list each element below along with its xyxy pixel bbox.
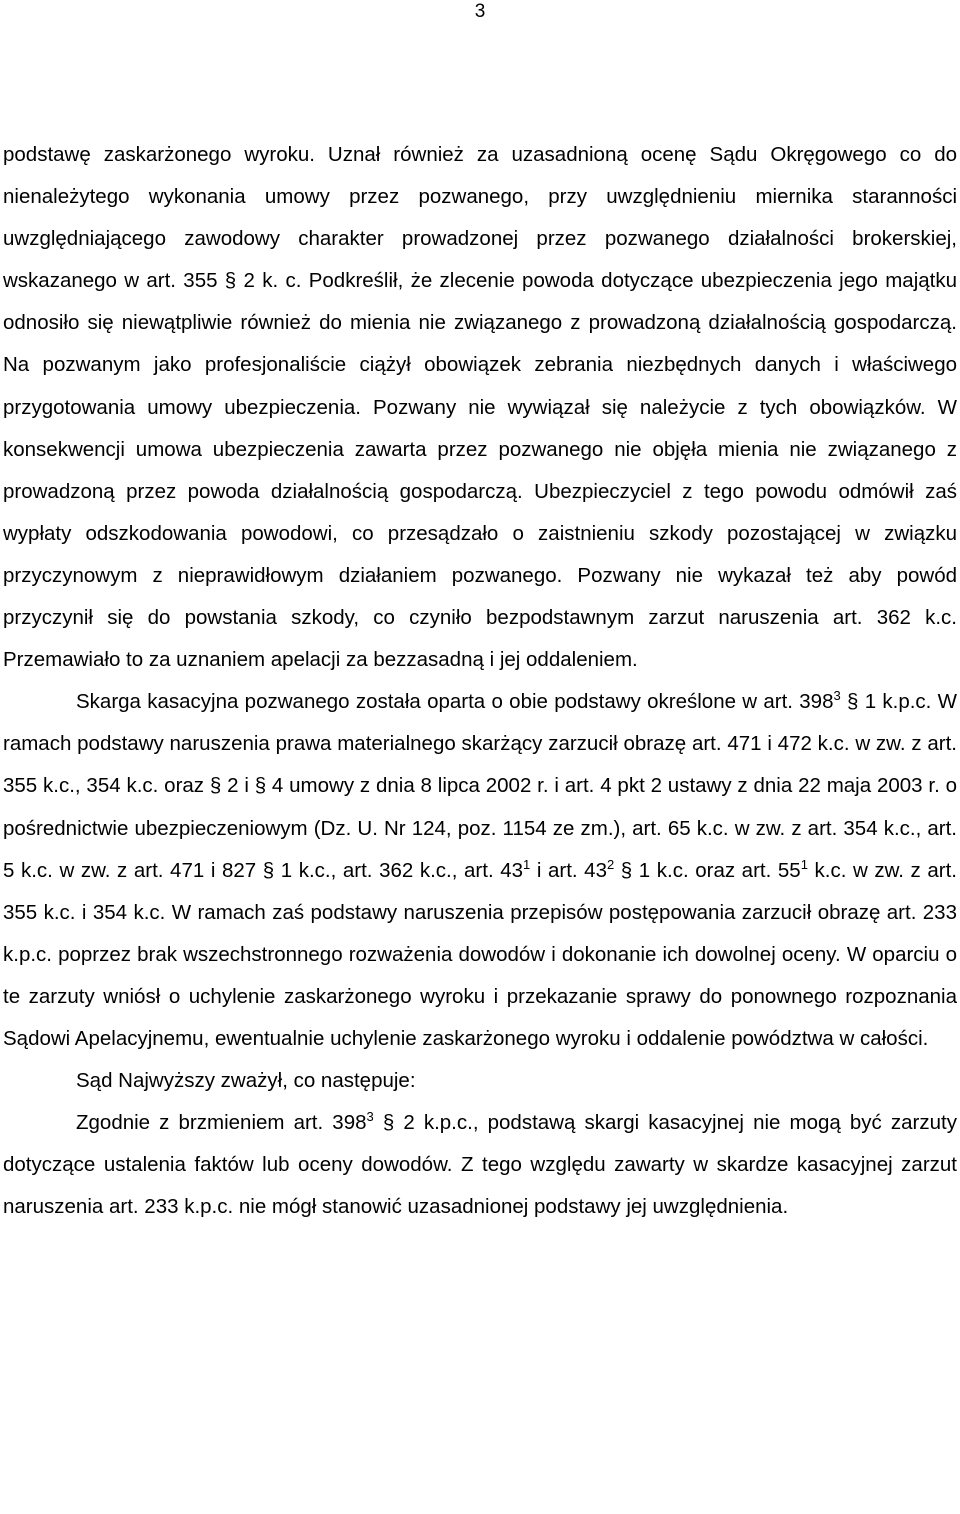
document-body — [3, 134, 957, 1228]
paragraph-text: k.c. w zw. z art. 355 k.c. i 354 k.c. W ramach zaś podstawy naruszenia przepisów postępowania zarzucił obrazę art. 233 k.p.c. poprzez brak wszechstronnego rozważenia dowodów i dokonanie ich dowolnej oceny. W oparciu o te zarzuty wniósł o uchylenie zaskarżonego wyroku i przekazanie sprawy do ponownego rozpoznania Sądowi Apelacyjnemu, ewentualnie uchylenie zaskarżonego wyroku i oddalenie powództwa w całości. — [3, 858, 957, 1050]
paragraph-text: Zgodnie z brzmieniem art. 398 — [76, 1111, 367, 1135]
superscript: 1 — [523, 856, 531, 872]
paragraph-supreme-court-reasoning — [3, 1102, 957, 1228]
superscript: 1 — [800, 856, 808, 872]
superscript: 3 — [366, 1109, 374, 1125]
superscript: 2 — [606, 856, 615, 872]
paragraph-text: § 1 k.p.c. W ramach podstawy naruszenia prawa materialnego skarżący zarzucił obrazę art. 471 i 472 k.c. w zw. z art. 355 k.c., 354 k.c. oraz § 2 i § 4 umowy z dnia 8 lipca 2002 r. i art. 4 pkt 2 ustawy z dnia 22 maja 2003 r. o pośrednictwie ubezpieczeniowym (Dz. U. Nr 124, poz. 1154 ze zm.), art. 65 k.c. w zw. z art. 354 k.c., art. 5 k.c. w zw. z art. 471 i 827 § 1 k.c., art. 362 k.c., art. 43 — [3, 690, 958, 882]
paragraph-appeal-court-reasoning — [3, 134, 957, 681]
paragraph-supreme-court-heading — [3, 1060, 957, 1102]
paragraph-text: § 2 k.p.c., podstawą skargi kasacyjnej nie mogą być zarzuty dotyczące ustalenia faktów lub oceny dowodów. Z tego względu zawarty w skardze kasacyjnej zarzut naruszenia art. 233 k.p.c. nie mógł stanowić uzasadnionej podstawy jej uwzględnienia. — [3, 1111, 957, 1219]
paragraph-text: Sąd Najwyższy zważył, co następuje: — [76, 1069, 416, 1093]
paragraph-cassation-grounds — [3, 681, 957, 1060]
paragraph-text: § 1 k.c. oraz art. 55 — [614, 858, 801, 882]
superscript: 3 — [833, 688, 841, 704]
page-number: 3 — [474, 1, 486, 22]
paragraph-text: Skarga kasacyjna pozwanego została oparta o obie podstawy określone w art. 398 — [76, 690, 834, 714]
paragraph-text: podstawę zaskarżonego wyroku. Uznał również za uzasadnioną ocenę Sądu Okręgowego co do nienależytego wykonania umowy przez pozwanego, przy uwzględnieniu miernika staranności uwzględniającego zawodowy charakter prowadzonej przez pozwanego działalności brokerskiej, wskazanego w art. 355 § 2 k. c. Podkreślił, że zlecenie powoda dotyczące ubezpieczenia jego majątku odnosiło się niewątpliwie również do mienia nie związanego z prowadzoną działalnością gospodarczą. Na pozwanym jako profesjonaliście ciążył obowiązek zebrania niezbędnych danych i właściwego przygotowania umowy ubezpieczenia. Pozwany nie wywiązał się należycie z tych obowiązków. W konsekwencji umowa ubezpieczenia zawarta przez pozwanego nie objęła mienia nie związanego z prowadzoną przez powoda działalnością gospodarczą. Ubezpieczyciel z tego powodu odmówił zaś wypłaty odszkodowania powodowi, co przesądzało o zaistnieniu szkody pozostającej w związku przyczynowym z nieprawidłowym działaniem pozwanego. Pozwany nie wykazał też aby powód przyczynił się do powstania szkody, co czyniło bezpodstawnym zarzut naruszenia art. 362 k.c. Przemawiało to za uznaniem apelacji za bezzasadną i jej oddaleniem. — [3, 143, 957, 672]
paragraph-text: i art. 43 — [530, 858, 607, 882]
